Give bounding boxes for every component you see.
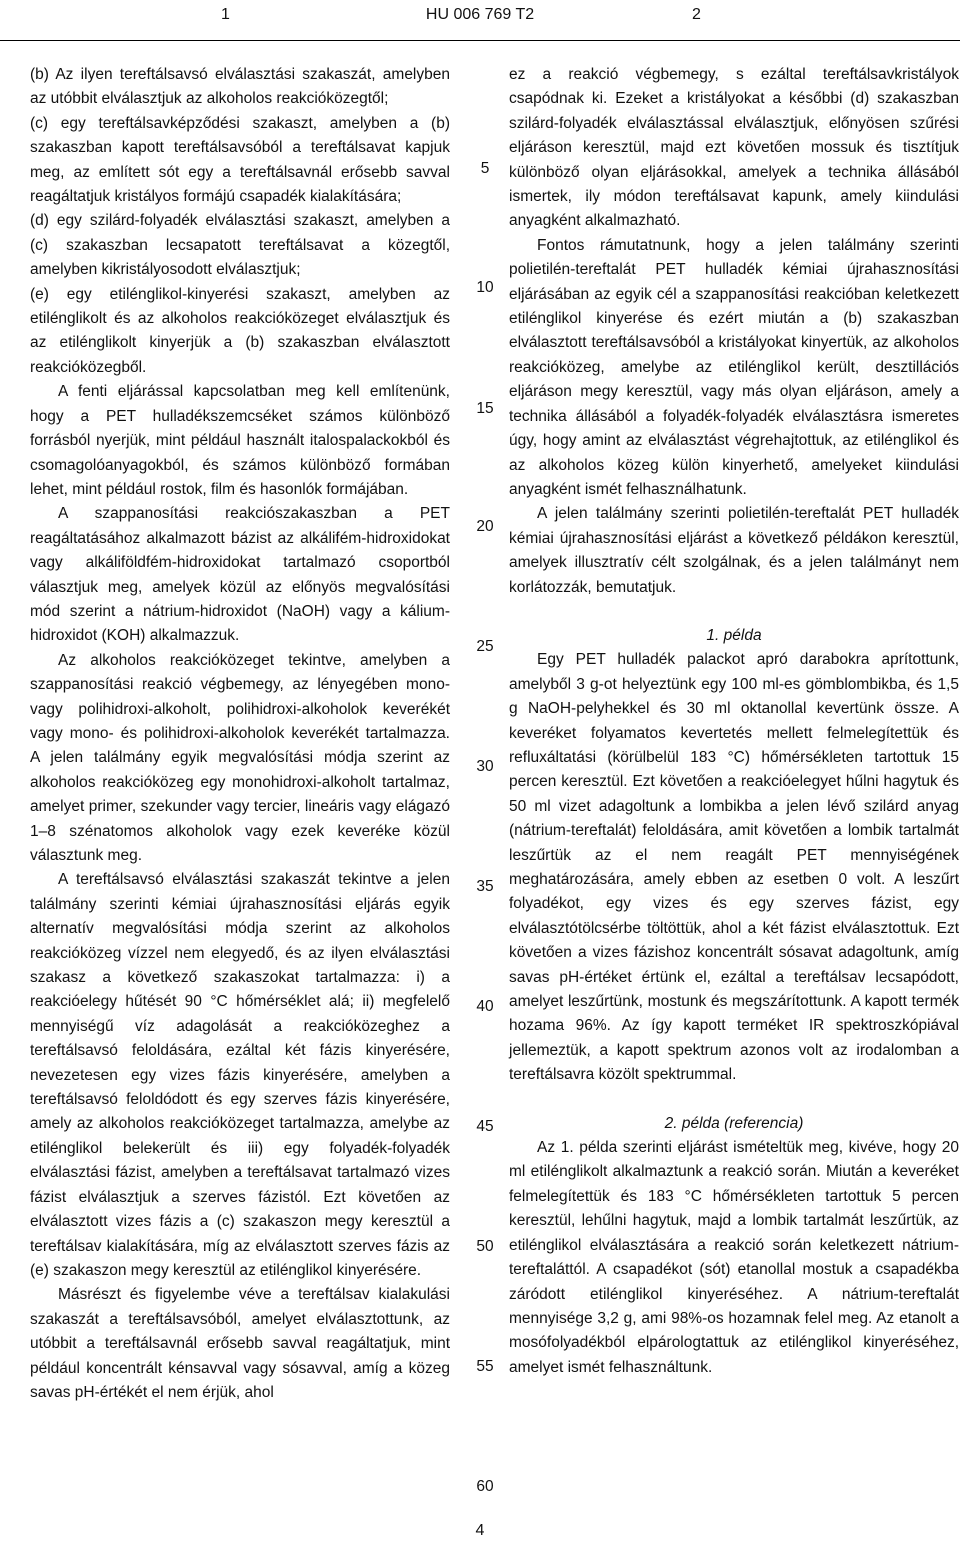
line-number: 60 [476, 1478, 494, 1495]
line-number: 30 [476, 758, 494, 775]
paragraph-alcoholic-medium: Az alkoholos reakcióközeget tekintve, amelyben a szappanosítási reakció végbemegy, az lényegében mono- vagy polihidroxi-alkoholt, polihidroxi-alkoholok keverékét vagy mono- és polihidroxi-alkoholok keverékét tartalmazza. A jelen találmány egyik megvalósítási módja szerint az alkoholos reakcióközeg egy monohidroxi-alkoholt tartalmaz, amelyet primer, szekunder vagy tercier, lineáris vagy elágazó 1–8 szénatomos alkoholok vagy ezek keveréke közül választunk meg. [30, 651, 450, 864]
left-column [30, 63, 450, 1405]
right-column [509, 63, 959, 1380]
paragraph-examples-intro: A jelen találmány szerinti polietilén-tereftalát PET hulladék kémiai újrahasznosítási eljárást a következő példákon keresztül, amelyek illusztratív célt szolgálnak, és a jelen találmányt nem korlátozzák, bemutatjuk. [509, 505, 959, 596]
list-item-b: (b) Az ilyen tereftálsavsó elválasztási szakaszát, amelyben az utóbbit elválasztjuk az alkoholos reakcióközegtől; [30, 66, 450, 108]
line-number: 20 [476, 518, 494, 535]
page-header [0, 0, 960, 40]
line-number: 45 [476, 1118, 494, 1135]
document-id: HU 006 769 T2 [425, 6, 535, 23]
list-item-c: (c) egy tereftálsavképződési szakaszt, amelyben a (b) szakaszban kapott tereftálsavsóból a tereftálsavat kapjuk meg, az említett sót egy a tereftálsavnál erősebb savval reagáltatjuk kristályos formájú csapadék kialakítására; [30, 114, 450, 206]
paragraph-ethylene-glycol-recovery: Fontos rámutatnunk, hogy a jelen találmány szerinti polietilén-tereftalát PET hulladék kémiai újrahasznosítási eljárásában az egyik cél a szappanosítási reakcióban keletkezett etilénglikol kinyerése és ezért miután a (b) szakaszban elválasztott tereftálsavsóból a kristályokat kinyertük, az alkoholos reakcióközeg, amelybe az etilénglikol került, desztillációs eljáráson megy keresztül, vagy más olyan eljáráson, amely a technika állásából a folyadék-folyadék elválasztásra ismeretes úgy, hogy amint az elválasztást végrehajtottuk, az etilénglikol és az alkoholos közeg külön kinyerhető, amelyeket kiindulási anyagként ismét felhasználhatunk. [509, 236, 959, 498]
line-number: 5 [480, 160, 490, 177]
paragraph-crystallization: ez a reakció végbemegy, s ezáltal tereftálsavkristályok csapódnak ki. Ezeket a kristályokat a későbbi (d) szakaszban szilárd-folyadék elválasztással elválasztjuk, előnyösen szűrési eljáráson keresztül, majd ezt követően mossuk és tisztítjuk különböző olyan eljárásokkal, amelyek a technika állásából ismertek, ily módon tereftálsavat kapunk, amely kiindulási anyagként alkalmazható. [509, 66, 959, 230]
paragraph-saponification-base: A szappanosítási reakciószakaszban a PET reagáltatásához alkalmazott bázist az alkálifém-hidroxidokat vagy alkáliföldfém-hidroxidokat tartalmazó csoportból választjuk meg, amelyek közül az előnyös megvalósítási mód szerint a nátrium-hidroxidot (NaOH) vagy a kálium-hidroxidot (KOH) alkalmazzuk. [30, 505, 450, 645]
page-number-right: 2 [692, 6, 701, 23]
page-footer-number: 4 [475, 1522, 485, 1539]
paragraph-salt-separation: A tereftálsavsó elválasztási szakaszát tekintve a jelen találmány szerinti kémiai újrahasznosítási eljárás egyik alternatív megvalósítási módja szerint az alkoholos reakcióközeg vízzel nem elegyedő, és az ilyen elválasztási szakasz a következő szakaszokat tartalmazza: i) a reakcióelegy hűtését 90 °C hőmérséklet alá; ii) megfelelő mennyiségű víz adagolását a reakcióközeghez a tereftálsavsó feloldására, ezáltal két fázis kinyerésére, nevezetesen egy vizes fázis kinyerésére, amelyben a tereftálsavsó feloldódott és egy szerves fázis kinyerésére, amely az alkoholos reakcióközeget tartalmazza, amelybe az etilénglikol belekerült és iii) egy folyadék-folyadék elválasztási fázist, amelyben a tereftálsavat tartalmazó vizes fázist elválasztjuk a szerves fázistól. Ezt követően az elválasztott vizes fázis a (c) szakaszon megy keresztül a tereftálsav kialakítására, míg az elválasztott szerves fázis az (e) szakaszon megy keresztül az etilénglikol kinyerésére. [30, 871, 450, 1279]
line-number: 40 [476, 998, 494, 1015]
list-item-e: (e) egy etilénglikol-kinyerési szakaszt, amelyben az etilénglikolt és az alkoholos reakcióközeget elválasztjuk és az etilénglikolt kinyerjük a (b) szakaszban elválasztott reakcióközegből. [30, 285, 450, 376]
line-number: 25 [476, 638, 494, 655]
example-2-text: Az 1. példa szerinti eljárást ismételtük meg, kivéve, hogy 20 ml etilénglikolt alkalmaztunk a reakció során. Miután a keveréket felmelegítettük és 183 °C hőmérsékleten tartottuk 5 percen keresztül, lehűlni hagytuk, majd a lombik tartalmát leszűrtük, az etilénglikol elválasztására a reakció során keletkezett nátrium-tereftaláttól. A csapadékot (sót) etanollal mostuk a csapadékba záródott etilénglikol kinyeréséhez. A nátrium-tereftalát mennyisége 3,2 g, ami 98%-os hozamnak felel meg. Az etanolt a mosófolyadékból elpárologtattuk az etilénglikol kinyeréséhez, amelyet ismét felhasználtunk. [509, 1139, 959, 1376]
line-number: 50 [476, 1238, 494, 1255]
example-1-text: Egy PET hulladék palackot apró darabokra aprítottunk, amelyből 3 g-ot helyeztünk egy 100 ml-es gömblombikba, és 1,5 g NaOH-pelyhekkel és 30 ml oktanollal kevertünk össze. A keveréket folyamatos kevertetés mellett felmelegítettük és refluxáltatási (körülbelül 183 °C) hőmérsékleten tartottuk 15 percen keresztül. Ezt követően a reakcióelegyet hűlni hagytuk és 50 ml vizet adagoltunk a lombikba a jelen lévő szilárd anyag (nátrium-tereftalát) feloldására, amit követően a lombik tartalmát leszűrtük az el nem reagált PET mennyiségének meghatározására, amely ebben az esetben 0 volt. A leszűrt folyadékot, egy vizes és egy szerves fázist, egy elválasztótölcsérbe töltöttük, ahol a két fázist elválasztottuk. Ezt követően a vizes fázishoz koncentrált sósavat adagoltunk, amíg savas pH-értéket értünk el, ezáltal a tereftálsav lecsapódott, amelyet leszűrtünk, mostunk és megszárítottunk. A kapott termék hozama 96%. Az így kapott terméket IR spektroszkópiával jellemeztük, a kapott spektrum azonos volt az irodalomban a tereftálsavra közölt spektrummal. [509, 651, 959, 1084]
list-item-d: (d) egy szilárd-folyadék elválasztási szakaszt, amelyben a (c) szakaszban lecsapatott tereftálsavat a közegtől, amelyben kikristályosodott elválasztjuk; [30, 212, 450, 279]
example-1-title: 1. példa [706, 626, 762, 644]
line-number: 35 [476, 878, 494, 895]
line-number: 15 [476, 400, 494, 417]
paragraph-acid-formation: Másrészt és figyelembe véve a tereftálsav kialakulási szakaszát a tereftálsavsóból, amelyet elválasztottunk, az utóbbit a tereftálsavnál erősebb savval reagáltatjuk, mint például koncentrált kénsavval vagy sósavval, amíg a közeg savas pH-értékét el nem érjük, ahol [30, 1286, 450, 1401]
paragraph-pet-sources: A fenti eljárással kapcsolatban meg kell említenünk, hogy a PET hulladékszemcséket számos különböző forrásból nyerjük, mint például használt italospalackokból és csomagolóanyagokból, és számos különböző formában lehet, mint például rostok, film és hasonlók formájában. [30, 383, 450, 498]
page-number-left: 1 [221, 6, 230, 23]
example-2-title: 2. példa (referencia) [664, 1114, 804, 1132]
header-rule [0, 40, 960, 41]
line-number: 55 [476, 1358, 494, 1375]
line-number: 10 [476, 279, 494, 296]
